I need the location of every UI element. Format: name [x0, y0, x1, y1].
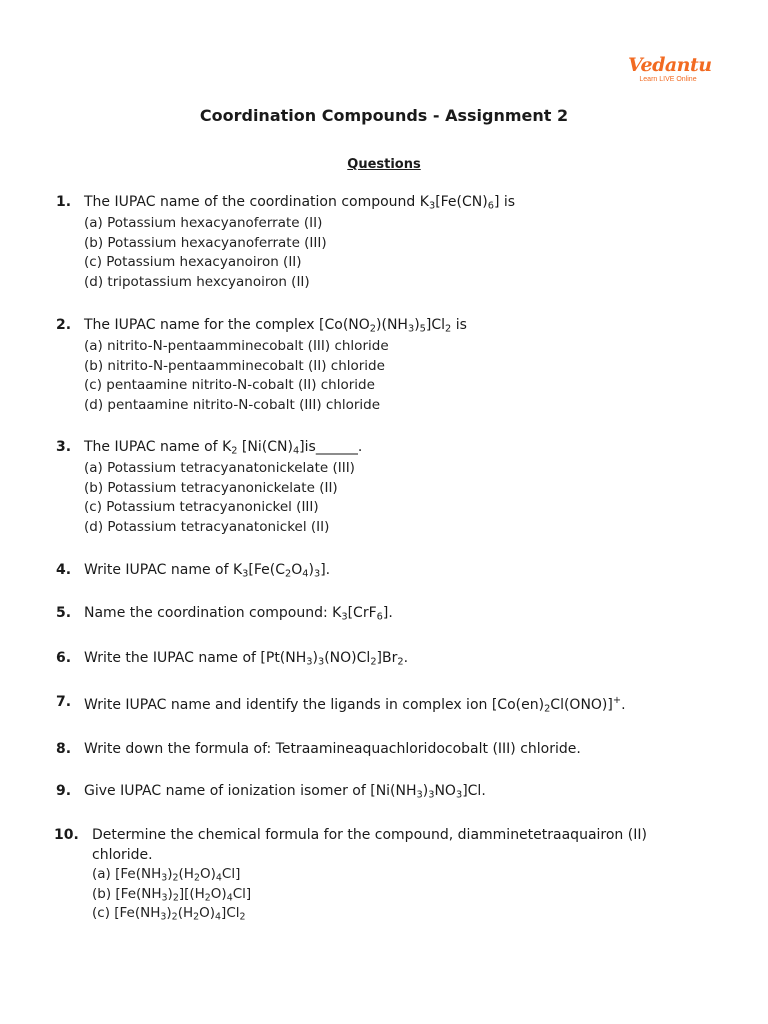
question-text: The IUPAC name of $K_2$ $[Ni(CN)_4]is\_\_\_\_\_\_$. — [84, 439, 363, 457]
option-c: (c) $[Fe(NH_3)_2(H_2O)_4]Cl_2$ — [92, 905, 246, 922]
option-a: (a) Potassium tetracyanatonickelate (III) — [84, 460, 355, 476]
question-number: 5. — [56, 605, 72, 621]
question-number: 1. — [56, 194, 72, 210]
question-text: Name the coordination compound: $K_3[CrF_6]$. — [84, 605, 393, 623]
option-a: (a) Potassium hexacyanoferrate (II) — [84, 215, 323, 231]
question-number: 6. — [56, 650, 72, 666]
option-a: (a) nitrito-N-pentaamminecobalt (III) chloride — [84, 338, 389, 354]
question-text: Write IUPAC name of $K_3[Fe(C_2O_4)_3]$. — [84, 562, 331, 580]
question-number: 10. — [54, 827, 79, 843]
option-b: (b) Potassium hexacyanoferrate (III) — [84, 234, 327, 251]
question-number: 8. — [56, 741, 72, 757]
question-text: Write down the formula of: Tetraamineaquachloridocobalt (III) chloride. — [84, 741, 581, 757]
option-d: (d) pentaamine nitrito-N-cobalt (III) chloride — [84, 396, 381, 413]
option-b: (b) $[Fe(NH_3)_2][(H_2O)_4Cl]$ — [92, 885, 252, 903]
question-text: Write the IUPAC name of $[Pt(NH_3)_3(NO)Cl_2]Br_2$. — [84, 650, 409, 668]
logo-tagline: Learn LIVE Online — [639, 76, 697, 83]
question-text: Determine the chemical formula for the compound, diamminetetraaquairon (II) chloride. — [92, 827, 647, 863]
option-list — [92, 865, 251, 922]
page-title: Coordination Compounds - Assignment 2 — [199, 106, 569, 125]
option-c: (c) Potassium tetracyanonickel (III) — [84, 499, 319, 516]
question-text: Write IUPAC name and identify the ligands in complex ion $[Co(en)_2Cl(ONO)]^+$. — [84, 695, 626, 715]
question-text: The IUPAC name for the complex $[Co(NO_2)(NH_3)_5]Cl_2$ is — [84, 317, 467, 335]
logo-wordmark: Vedantu — [628, 54, 712, 76]
question-number: 7. — [56, 694, 72, 710]
question-number: 4. — [56, 562, 72, 578]
option-list — [84, 337, 389, 415]
option-c: (c) pentaamine nitrito-N-cobalt (II) chloride — [84, 377, 375, 394]
option-c: (c) Potassium hexacyanoiron (II) — [84, 254, 302, 271]
option-a: (a) $[Fe(NH_3)_2(H_2O)_4Cl]$ — [92, 866, 241, 884]
question-number: 2. — [56, 317, 72, 333]
option-b: (b) nitrito-N-pentaamminecobalt (II) chloride — [84, 357, 385, 374]
question-number: 9. — [56, 783, 72, 799]
option-d: (d) Potassium tetracyanatonickel (II) — [84, 518, 330, 535]
option-d: (d) tripotassium hexcyanoiron (II) — [84, 273, 310, 290]
question-text: Give IUPAC name of ionization isomer of $[Ni(NH_3)_3NO_3]Cl$. — [84, 783, 486, 801]
option-list — [84, 459, 355, 537]
option-b: (b) Potassium tetracyanonickelate (II) — [84, 479, 338, 496]
option-list — [84, 214, 327, 292]
question-number: 3. — [56, 439, 72, 455]
question-text: The IUPAC name of the coordination compound $K_3[Fe(CN)_6]$ is — [84, 194, 516, 212]
section-heading: Questions — [347, 157, 421, 172]
